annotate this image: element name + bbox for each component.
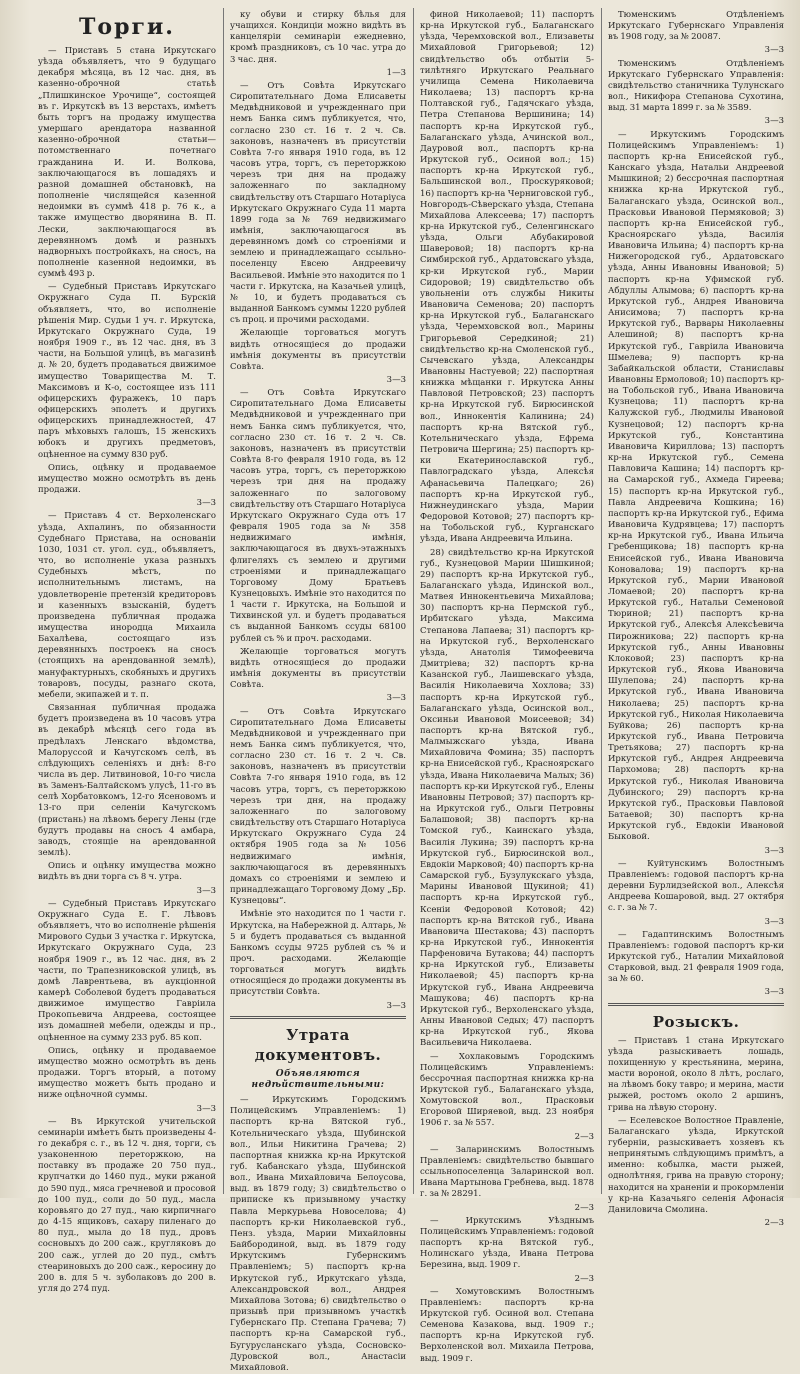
issue-mark: 2—3 — [574, 1202, 594, 1213]
issue-mark: 3—3 — [386, 1000, 406, 1011]
section-divider — [608, 1003, 784, 1006]
notice-paragraph: — Приставъ 1 стана Иркутскаго уѣзда разыскиваетъ лошадь, похищенную у крестьянина, мерина, масти вороной, около 8 лѣтъ, рослаго, на лѣвомъ боку тавро; и мерина, масти рыжей, ростомъ около 2 аршинъ, грива на лѣвую сторону. — [608, 1035, 784, 1113]
column-rule — [413, 8, 414, 1194]
notice-paragraph: Имѣніе это находится по 1 части г. Иркутска, на Набережной д. Алтарь, № 5 и будетъ продаваться съ выданной Банкомъ ссуды 9725 рублей съ % и проч. расходами. Желающіе торговаться могутъ видѣть относящіеся до продажи документы въ присутствіи Совѣта. — [230, 909, 406, 998]
notice-paragraph: — Судебный Приставъ Иркутскаго Окружнаго Суда Е. Г. Лѣвовъ объявляетъ, что во исполненіе рѣшенія Мирового Судьи 3 участка г. Иркутска, Иркутскаго Окружнаго Суда, 23 ноября 1909 г., въ 12 час. дня, въ 2 части, по Трапезниковской улицѣ, въ домѣ Лаврентьева, въ аукціонной камерѣ Соболевой будетъ продаваться движимое имущество Гавріила Прокопьевича Андреева, состоящее изъ домашней мебели, одежды и пр., оцѣненное на сумму 233 руб. 85 коп. — [38, 898, 216, 1043]
notice-paragraph: 28) свидѣтельство кр-на Иркутской губ., Кузнецовой Марии Шишкиной; 29) паспортъ кр-на Иркутской губ., Балаганскаго уѣзда, Идинской вол., Матвея Иннокентьевича Михайлова; 30) паспортъ кр-на Пермской губ., Ирбитскаго уѣзда, Максима Степанова Лапаева; 31) паспортъ кр-на Иркутской губ., Верхоленскаго уѣзда, Анатолія Тимофеевича Дмитріева; 32) паспортъ кр-на Казанской губ., Лаишевскаго уѣзда, Василія Николаевича Хохлова; 33) паспортъ кр-на Иркутской губ., Балаганскаго уѣзда, Осинской вол., Оксиньи Ивановой Моисеевой; 34) паспортъ кр-на Вятской губ., Малмыжскаго уѣзда, Ивана Михайловича Фомина; 35) паспортъ кр-на Енисейской губ., Красноярскаго уѣзда, Ивана Николаевича Малых; 36) паспортъ кр-ки Иркутской губ., Елены Ивановны Петровой; 37) паспортъ кр-на Иркутской губ., Ольги Петровны Балашовой; 38) паспортъ кр-на Томской губ., Каинскаго уѣзда, Василія Лукина; 39) паспортъ кр-на Иркутской губ., Бирюсинской вол., Евдокіи Марковой; 40) паспортъ кр-на Самарской губ., Бузулукскаго уѣзда, Марины Ивановой Щукиной; 41) паспортъ кр-на Иркутской губ., Ксеніи Федоровой Котовой; 42) паспортъ кр-на Вятской губ., Ивана Ивановича Шестакова; 43) паспортъ кр-на Иркутской губ., Иннокентія Парфеновича Бутакова; 44) паспортъ кр-на Иркутской губ., Елизаветы Николаевой; 45) паспортъ кр-на Иркутской губ., Ивана Андреевича Машукова; 46) паспортъ кр-на Иркутской губ., Верхоленскаго уѣзда, Анны Ивановой Седых; 47) паспортъ кр-на Иркутской губ., Якова Васильевича Николаева. — [420, 547, 594, 1049]
column-3 — [420, 10, 594, 1364]
notice-paragraph: — Отъ Совѣта Иркутскаго Сиропитательнаго Дома Елисаветы Медвѣдниковой и учрежденнаго при немъ Банка симъ публикуется, что, согласно 230 ст. 16 т. 2 ч. Св. законовъ, назначенъ въ присутствіи Совѣта 8-го февраля 1910 года, въ 12 часовъ утра, торгъ, съ переторжкою черезъ три дня на продажу заложеннаго по залоговому свидѣтельству отъ Старшаго Нотаріуса Иркутскаго Окружнаго Суда отъ 17 февраля 1905 года за № 358 недвижимаго имѣнія, заключающагося въ двухъ-этажныхъ флигеляхъ съ землею и другими строеніями и принадлежащаго Торговому Дому Братьевъ Кузнецовыхъ. Имѣніе это находится по 1 части г. Иркутска, на Большой и Тихвинской ул. и будетъ продаваться съ выданной Банкомъ ссуды 68100 рублей съ % и проч. расходами. — [230, 388, 406, 644]
notice-paragraph: Желающіе торговаться могутъ видѣть относящіеся до продажи имѣнія документы въ присутствіи Совѣта. — [230, 646, 406, 691]
notice-paragraph: — Въ Иркутской учительской семинаріи имѣетъ быть произведены 4-го декабря с. г., въ 12 ч. дня, торги, съ узаконенною переторжкою, на поставку въ продаже 20 750 пуд., крупчатки до 1460 пуд., муки ржаной до 590 пуд., мяса гречневой и просовой до 100 пуд., соли до 50 пуд., масла коровьяго до 27 пуд., чаю кирпичнаго до 4-15 ящиковъ, сахару пиленаго до 80 пуд., мыла до 18 пуд., дровъ сосновыхъ до 200 саж., кругляковъ до 200 саж., углей до 20 пуд., смѣтъ стеариновыхъ до 200 саж., керосину до 200 в. для 5 ч. зуболаковъ до 200 в. угля до 274 пуд. — [38, 1116, 216, 1295]
notice-paragraph: — Иркутскимъ Уѣзднымъ Полицейскимъ Управленіемъ: годовой паспортъ кр-на Вятской губ., Нолинскаго уѣзда, Ивана Петрова Березина, выд. 1909 г. — [420, 1215, 594, 1271]
notice-paragraph: Тюменскимъ Отдѣленіемъ Иркутскаго Губернскаго Управленія въ 1908 году, за № 20087. — [608, 10, 784, 43]
column-rule — [223, 8, 224, 1194]
notice-paragraph: — Заларинскимъ Волостнымъ Правленіемъ: свидѣтельство бывшаго ссыльнопоселенца Заларинской вол. Ивана Мартынова Гребнева, выд. 1878 г. за № 28291. — [420, 1144, 594, 1200]
notice-paragraph: — Хохлаковымъ Городскимъ Полицейскимъ Управленіемъ: бессрочная паспортная книжка кр-на Иркутской губ., Балаганскаго уѣзда, Хомутовской вол., Прасковьи Егоровой Ширяевой, выд. 23 ноября 1906 г. за № 557. — [420, 1051, 594, 1129]
notice-paragraph: — Приставъ 5 стана Иркутскаго уѣзда объявляетъ, что 9 будущаго декабря мѣсяца, въ 12 час. дня, въ казенно-оброчной статьѣ „Плишкинское Урочище“, состоящей въ г. Иркутскѣ въ 13 верстахъ, имѣетъ быть торгъ на продажу имущества умершаго арендатора названной казенно-оброчной статьи—потомственнаго почетнаго гражданина И. И. Волкова, заключающагося въ лошадяхъ и разной домашней обстановкѣ, на пополненіе числящейся казенной недоимки въ суммѣ 418 р. 76 к., а также имущество дворянина В. П. Лески, заключающагося въ деревянномъ домѣ и разныхъ надворныхъ постройкахъ, на сносъ, на пополненіе казенной недоимки, въ суммѣ 493 р. — [38, 46, 216, 280]
issue-mark: 3—3 — [764, 116, 784, 127]
notice-paragraph: Тюменскимъ Отдѣленіемъ Иркутскаго Губернскаго Управленія: свидѣтельство станичника Тулунскаго вол., Никифора Степанова Сухотина, выд. 31 марта 1899 г. за № 3589. — [608, 58, 784, 114]
notice-paragraph: Опись, оцѣнку и продаваемое имущество можно осмотрѣть въ день продажи. Торгъ вторый, а потому имущество можетъ быть продано и ниже оцѣночной суммы. — [38, 1045, 216, 1101]
notice-paragraph: ку обуви и стирку бѣлья для учащихся. Кондиціи можно видѣть въ канцеляріи семинаріи ежедневно, кромѣ праздниковъ, съ 10 час. утра до 3 час. дня. — [230, 10, 406, 65]
issue-mark: 3—3 — [196, 1103, 216, 1114]
issue-mark: 3—3 — [764, 45, 784, 56]
issue-mark: 3—3 — [386, 693, 406, 704]
notice-paragraph: — Куйтунскимъ Волостнымъ Правленіемъ: годовой паспортъ кр-на деревни Бурлидзейской вол., Алексѣя Андреева Кошаровой, выд. 27 октября с. г. за № 7. — [608, 858, 784, 914]
issue-mark: 3—3 — [764, 987, 784, 998]
notice-paragraph: Опись и оцѣнку имущества можно видѣть въ дни торга съ 8 ч. утра. — [38, 861, 216, 883]
notice-paragraph: — Гадаптинскимъ Волостнымъ Правленіемъ: годовой паспортъ кр-ки Иркутской губ., Наталии Михайловой Старковой, выд. 21 февраля 1909 года, за № 60. — [608, 929, 784, 985]
notice-paragraph: — Еселевское Волостное Правленіе, Балаганскаго уѣзда, Иркутской губерніи, разыскиваетъ хозяевъ къ непринятымъ слѣдующимъ примѣтъ, а именно: кобылка, масти рыжей, однолѣтняя, грива на правую сторону; находится на храненіи и прокормленіи у кр-на Казачьяго селенія Афонасія Даниловича Смолина. — [608, 1115, 784, 1215]
issue-mark: 3—3 — [196, 885, 216, 896]
notice-paragraph: Связанная публичная продажа будетъ произведена въ 10 часовъ утра въ декабрѣ мѣсяцѣ сего года въ предѣлахъ Ленскаго вѣдомства, Малоруссой и Качугскомъ селѣ, въ слѣдующихъ селеніяхъ и днѣ: 8-го числа въ дер. Литвиновой, 10-го числа въ Заменъ-Балтайскомъ улусѣ, 11-го въ селѣ Хорбатовкомъ, 12-го Ясеновомъ и 13-го при селеніи Качугскомъ (пристань) на лѣвомъ берегу Лены (где будутъ продавы на сносъ 4 амбара, заводъ, стоящіе на арендованной землѣ). — [38, 703, 216, 859]
notice-paragraph: — Отъ Совѣта Иркутскаго Сиропитательнаго Дома Елисаветы Медвѣдниковой и учрежденнаго при немъ Банка симъ публикуется, что, согласно 230 ст. 16 т. 2 ч. Св. законовъ, назначенъ въ присутствіи Совѣта 7-го января 1910 года, въ 12 часовъ утра, торгъ, съ переторжкою черезъ три дня на продажу заложеннаго по закладному свидѣтельству отъ Старшаго Нотаріуса Иркутскаго Окружнаго Суда 11 марта 1899 года за № 769 недвижимаго имѣнія, заключающагося въ деревянномъ домѣ со строеніями и землею и принадлежащаго ссыльно-поселенцу Евсею Андреевичу Васильевой. Имѣніе это находится по 1 части г. Иркутска, на Казачьей улицѣ, № 10, и будетъ продаваться съ выданной Банкомъ суммы 1220 рублей съ проц. и прочими расходами. — [230, 80, 406, 326]
issue-mark: 2—3 — [574, 1131, 594, 1142]
issue-mark: 3—3 — [764, 845, 784, 856]
section-divider — [230, 1016, 406, 1019]
issue-mark: 1—3 — [386, 67, 406, 78]
section-heading-utrata: Утрата документовъ. — [254, 1025, 382, 1064]
column-1 — [38, 10, 216, 1295]
notice-paragraph: — Иркутскимъ Городскимъ Полицейскимъ Управленіемъ: 1) паспортъ кр-на Вятской губ., Котельническаго уѣзда, Шубинской вол., Ильи Никитина Грачева; 2) паспортная книжка кр-на Иркутской губ. Кабанскаго уѣзда, Шубинской вол., Ивана Михайловича Белоусова, выд. въ 1879 году; 3) свидѣтельство о приписке къ призывному участку Павла Меркурьева Новоселова; 4) паспортъ кр-ки Николаевской губ., Пенз. уѣзда, Марии Михайловны Байбородиной, выд. въ 1879 году Иркутскимъ Губернскимъ Правленіемъ; 5) паспортъ кр-на Иркутской губ., Иркутскаго уѣзда, Александровской вол., Андрея Михайлова Зотова; 6) свидѣтельство о призывѣ при призывномъ участкѣ Губернскаго Пр. Степана Грачева; 7) паспортъ кр-на Самарской губ., Бугурусланскаго уѣзда, Сосновско-Дуровской вол., Анастасіи Михайловой. — [230, 1095, 406, 1373]
section-subheading: Объявляются недѣйствительными: — [251, 1068, 385, 1090]
column-rule — [601, 8, 602, 1194]
issue-mark: 2—3 — [764, 1218, 784, 1229]
notice-paragraph: — Иркутскимъ Городскимъ Полицейскимъ Управленіемъ: 1) паспортъ кр-на Енисейской губ., Канскаго уѣзда, Натальи Андреевой Мышкиной; 2) бессрочная паспортная книжка кр-на Иркутской губ., Балаганскаго уѣзда, Осинской вол., Прасковьи Ивановой Пермяковой; 3) паспортъ кр-на Енисейской губ., Красноярскаго уѣзда, Василія Ивановича Ильина; 4) паспортъ кр-на Нижегородской губ., Ардатовскаго уѣзда, Анны Ивановны Ивановой; 5) паспортъ кр-на Уфимской губ. Абдуллы Алымова; 6) паспортъ кр-на Иркутской губ., Андрея Ивановича Анисимова; 7) паспортъ кр-на Иркутской губ., Варвары Николаевны Алешиной; 8) паспортъ кр-на Иркутской губ., Гавріила Ивановича Шмелева; 9) паспортъ кр-на Забайкальской области, Станиславы Ивановны Ермоловой; 10) паспортъ кр-на Тобольской губ., Ивана Ивановича Кузнецова; 11) паспортъ кр-на Калужской губ., Людмилы Ивановой Кузнецовой; 12) паспортъ кр-на Иркутской губ., Константина Ивановича Кириллова; 13) паспортъ кр-на Иркутской губ., Семена Павловича Кашина; 14) паспортъ кр-на Самарской губ., Ахмеда Гиреева; 15) паспортъ кр-на Иркутской губ., Павла Андреевича Кошкина; 16) паспортъ кр-на Иркутской губ., Ефима Ивановича Кудрявцева; 17) паспортъ кр-на Иркутской губ., Ивана Ильича Гребенщикова; 18) паспортъ кр-на Енисейской губ., Ивана Ивановича Коновалова; 19) паспортъ кр-на Иркутской губ., Марии Ивановой Ломаевой; 20) паспортъ кр-на Иркутской губ., Натальи Семеновой Тюриной; 21) паспортъ кр-на Иркутской губ., Алексѣя Алексѣевича Пирожникова; 22) паспортъ кр-на Иркутской губ., Анны Ивановны Клоковой; 23) паспортъ кр-на Иркутской губ., Якова Ивановича Шулепова; 24) паспортъ кр-на Иркутской губ., Ивана Ивановича Николаева; 25) паспортъ кр-на Иркутской губ., Николая Николаевича Буйкова; 26) паспортъ кр-на Иркутской губ., Ивана Петровича Третьякова; 27) паспортъ кр-на Иркутской губ., Андрея Андреевича Пархомова; 28) паспортъ кр-на Иркутской губ., Николая Ивановича Дубинского; 29) паспортъ кр-на Иркутской губ., Прасковьи Павловой Батаевой; 30) паспортъ кр-на Иркутской губ., Евдокіи Ивановой Быковой. — [608, 129, 784, 843]
notice-paragraph: — Судебный Приставъ Иркутскаго Окружнаго Суда П. Бурскій объявляетъ, что, во исполненіе рѣшенія Мир. Судьи 1 уч. г. Иркутска, Иркутскаго Окружнаго Суда, 19 ноября 1909 г., въ 12 час. дня, въ 3 части, на Большой улицѣ, въ магазинѣ д. № 20, будетъ продаваться движимое имущество Товарищества М. Т. Максимовъ и К-о, состоящее изъ 111 офицерскихъ фуражекъ, 10 паръ офицерскихъ эполетъ и другихъ офицерскихъ принадлежностей, 47 паръ мѣховыхъ галошъ, 15 женскихъ юбокъ и другихъ предметовъ, оцѣненное на сумму 830 руб. — [38, 282, 216, 460]
issue-mark: 3—3 — [386, 375, 406, 385]
issue-mark: 3—3 — [196, 498, 216, 509]
notice-paragraph: Опись, оцѣнку и продаваемое имущество можно осмотрѣть въ день продажи. — [38, 462, 216, 496]
notice-paragraph: — Приставъ 4 ст. Верхоленскаго уѣзда, Ахпалинъ, по обязанности Судебнаго Пристава, на основаніи 1030, 1031 ст. угол. суд., объявляетъ, что, во исполненіе указа разныхъ Судебныхъ мѣстъ, по исполнительнымъ листамъ, на удовлетвореніе претензій кредиторовъ и казенныхъ взысканій, будетъ произведена публичная продажа имущества инородца Михаила Бахалѣева, состоящаго изъ деревянныхъ построекъ на сносъ (стоящихъ на арендованной землѣ), мануфактурныхъ, скобяныхъ и другихъ товаровъ, посуды, разнаго скота, мебели, экипажей и т. п. — [38, 511, 216, 700]
notice-paragraph: — Отъ Совѣта Иркутскаго Сиропитательнаго Дома Елисаветы Медвѣдниковой и учрежденнаго при немъ Банка симъ публикуется, что, согласно 230 ст. 16 т. 2 ч. Св. законовъ, назначенъ въ присутствіи Совѣта 7-го января 1910 года, въ 12 часовъ утра, торгъ, съ переторжкою черезъ три дня, на продажу заложеннаго по залоговому свидѣтельству отъ Старшаго Нотаріуса Иркутскаго Окружнаго Суда 24 октября 1905 года за № 1056 недвижимаго имѣнія, заключающагося въ деревянныхъ домахъ со строеніями и землею и принадлежащаго Торговому Дому „Бр. Кузнецовы“. — [230, 706, 406, 907]
notice-paragraph: финой Николаевой; 11) паспортъ кр-на Иркутской губ., Балаганскаго уѣзда, Черемховской вол., Елизаветы Михайловой Григорьевой; 12) свидѣтельство объ отбытіи 5-тилѣтняго Иркутскаго Реальнаго училища Семена Николаевича Николаева; 13) паспортъ кр-на Полтавской губ., Гадячскаго уѣзда, Петра Степанова Вершинина; 14) паспортъ кр-на Иркутской губ., Балаганскаго уѣзда, Ачинской вол., Дауровой вол., паспортъ кр-на Иркутской губ., Осиной вол.; 15) паспортъ кр-на Иркутской губ., Бальшинской вол., Проскуряковой; 16) паспортъ кр-на Черниговской губ., Новгородъ-Сѣверскаго уѣзда, Степана Михайлова Алексеева; 17) паспортъ кр-на Иркутской губ., Селенгинскаго уѣзда, Ольги Абубакировой Шаверовой; 18) паспортъ кр-на Симбирской губ., Ардатовскаго уѣзда, кр-ки Иркутской губ., Марии Сидоровой; 19) свидѣтельство объ увольненіи отъ службы Никиты Ивановича Семенова; 20) паспортъ кр-на Иркутской губ., Балаганскаго уѣзда, Черемховской вол., Марины Григорьевой Середкиной; 21) свидѣтельство кр-на Смоленской губ., Сычевскаго уѣзда, Александры Ивановны Настуевой; 22) паспортная книжка мѣщанки г. Иркутска Анны Павловой Петровской; 23) паспортъ кр-на Иркутской губ. Бирюсинской вол., Иннокентія Калинина; 24) паспортъ кр-на Вятской губ., Котельническаго уѣзда, Ефрема Петровича Шергина; 25) паспортъ кр-ки Екатеринославской губ., Павлоградскаго уѣзда, Алексѣя Афанасьевича Палецкаго; 26) паспортъ кр-на Иркутской губ., Нижнеудинскаго уѣзда, Марии Федоровой Котовой; 27) паспортъ кр-на Тобольской губ., Курганскаго уѣзда, Ивана Андреевича Ильина. — [420, 10, 594, 545]
section-heading-rozysk: Розыскъ. — [652, 1012, 740, 1031]
notice-paragraph: — Хомутовскимъ Волостнымъ Правленіемъ: паспортъ кр-на Иркутской губ. Осиной вол. Степана Семенова Казакова, выд. 1909 г.; паспортъ кр-на Иркутской губ. Верхоленской вол. Михаила Петрова, выд. 1909 г. — [420, 1286, 594, 1364]
section-heading-torgi: Торги. — [79, 14, 175, 40]
issue-mark: 2—3 — [574, 1273, 594, 1284]
column-4 — [608, 10, 784, 1229]
issue-mark: 3—3 — [764, 916, 784, 927]
column-2 — [230, 10, 406, 1373]
notice-paragraph: Желающіе торговаться могутъ видѣть относящіеся до продажи имѣнія документы въ присутствіи Совѣта. — [230, 328, 406, 372]
